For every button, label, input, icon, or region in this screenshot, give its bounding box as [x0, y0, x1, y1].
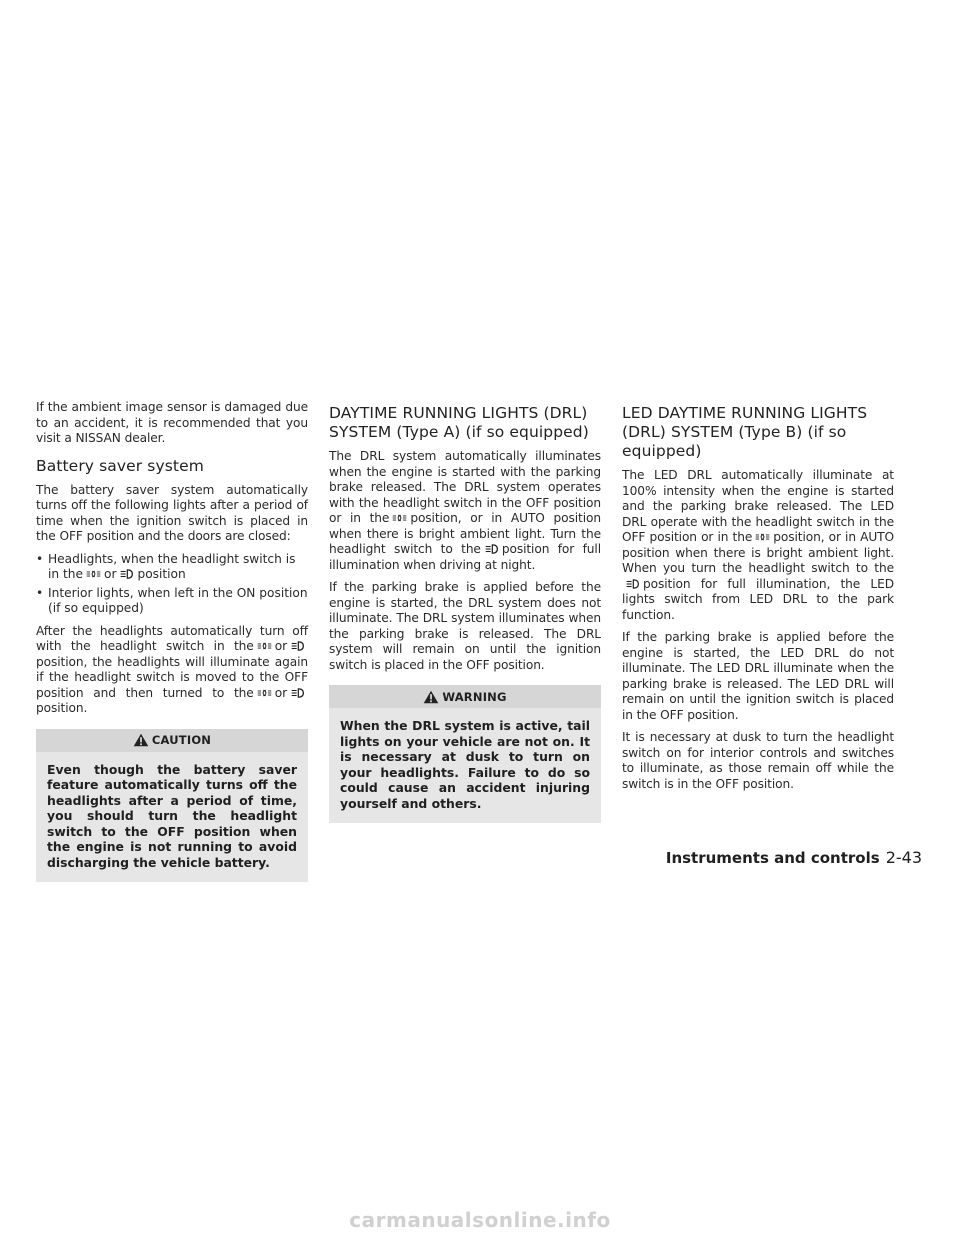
drl-type-b-para3: It is necessary at dusk to turn the headlight switch on for interior controls and switches to illuminate, as those remain off while the switch is in the OFF position.: [622, 730, 894, 791]
headlight-icon: [290, 641, 305, 651]
position-lamp-icon: [392, 513, 407, 523]
drl-type-b-para1: The LED DRL automatically illuminate at 100% intensity when the engine is started and the parking brake released. The LED DRL operate with the headlight switch in the OFF position or in the position, or in AUTO position when there is bright ambient light. When you turn the headlight switch to theposition for full illumination, the LED lights switch from LED DRL to the park function.: [622, 468, 894, 622]
caution-text: Even though the battery saver feature automatically turns off the headlights after a period of time, you should turn the headlight switch to the OFF position when the engine is not running to avoid discharging the vehicle battery.: [47, 761, 297, 871]
drl-type-b-para2: If the parking brake is applied before the engine is started, the LED DRL do not illuminate. The LED DRL illuminate when the parking brake is released. The LED DRL will remain on until the ignition switch is placed in the OFF position.: [622, 630, 894, 722]
headlight-icon: [290, 688, 305, 698]
caution-header: CAUTION: [36, 729, 308, 752]
list-item: • Headlights, when the headlight switch is in the or position: [36, 551, 296, 581]
warning-text: When the DRL system is active, tail lights on your vehicle are not on. It is necessary at dusk to turn on your headlights. Failure to do so could cause an accident injuring yourself and others.: [340, 718, 590, 811]
drl-type-a-heading: DAYTIME RUNNING LIGHTS (DRL) SYSTEM (Type A) (if so equipped): [329, 404, 589, 441]
battery-saver-detail: After the headlights automatically turn off with the headlight switch in the orposition, the headlights will illuminate again if the headlight switch is moved to the OFF position and then turned to the orposition.: [36, 623, 308, 715]
battery-saver-list: [36, 552, 308, 617]
position-lamp-icon: [755, 532, 770, 542]
middle-column: [329, 400, 601, 823]
battery-saver-heading: Battery saver system: [36, 456, 204, 475]
drl-type-a-para2: If the parking brake is applied before the engine is started, the DRL system does not illuminate. The DRL system illuminates when the parking brake is released. The DRL system will remain on until the ignition switch is placed in the OFF position.: [329, 580, 601, 672]
warning-header: WARNING: [329, 685, 601, 708]
page-footer: [666, 848, 922, 867]
headlight-icon: [625, 579, 640, 589]
alert-triangle-icon: [133, 733, 149, 747]
list-item: • Interior lights, when left in the ON position (if so equipped): [36, 585, 308, 615]
section-title: Instruments and controls: [665, 849, 880, 867]
battery-saver-intro: The battery saver system automatically turns off the following lights after a period of time when the ignition switch is placed in the OFF position and the doors are closed:: [36, 482, 308, 543]
drl-type-a-para1: The DRL system automatically illuminates when the engine is started with the parking brake released. The DRL system operates with the headlight switch in the OFF position or in the position, or in AUTO position when there is bright ambient light. Turn the headlight switch to the position for full illumination when driving at night.: [329, 449, 601, 572]
position-lamp-icon: [86, 569, 101, 579]
page-number: 2-43: [885, 848, 922, 867]
position-lamp-icon: [257, 641, 272, 651]
position-lamp-icon: [257, 688, 272, 698]
drl-type-b-heading: LED DAYTIME RUNNING LIGHTS (DRL) SYSTEM (Type B) (if so equipped): [622, 404, 868, 460]
headlight-icon: [484, 544, 499, 554]
alert-triangle-icon: [423, 690, 439, 704]
sensor-note: If the ambient image sensor is damaged due to an accident, it is recommended that you visit a NISSAN dealer.: [36, 400, 308, 445]
left-column: [36, 400, 308, 882]
headlight-icon: [119, 569, 134, 579]
caution-box: [36, 729, 308, 882]
watermark: carmanualsonline.info: [349, 1208, 611, 1232]
right-column: [622, 400, 894, 799]
warning-box: [329, 685, 601, 823]
